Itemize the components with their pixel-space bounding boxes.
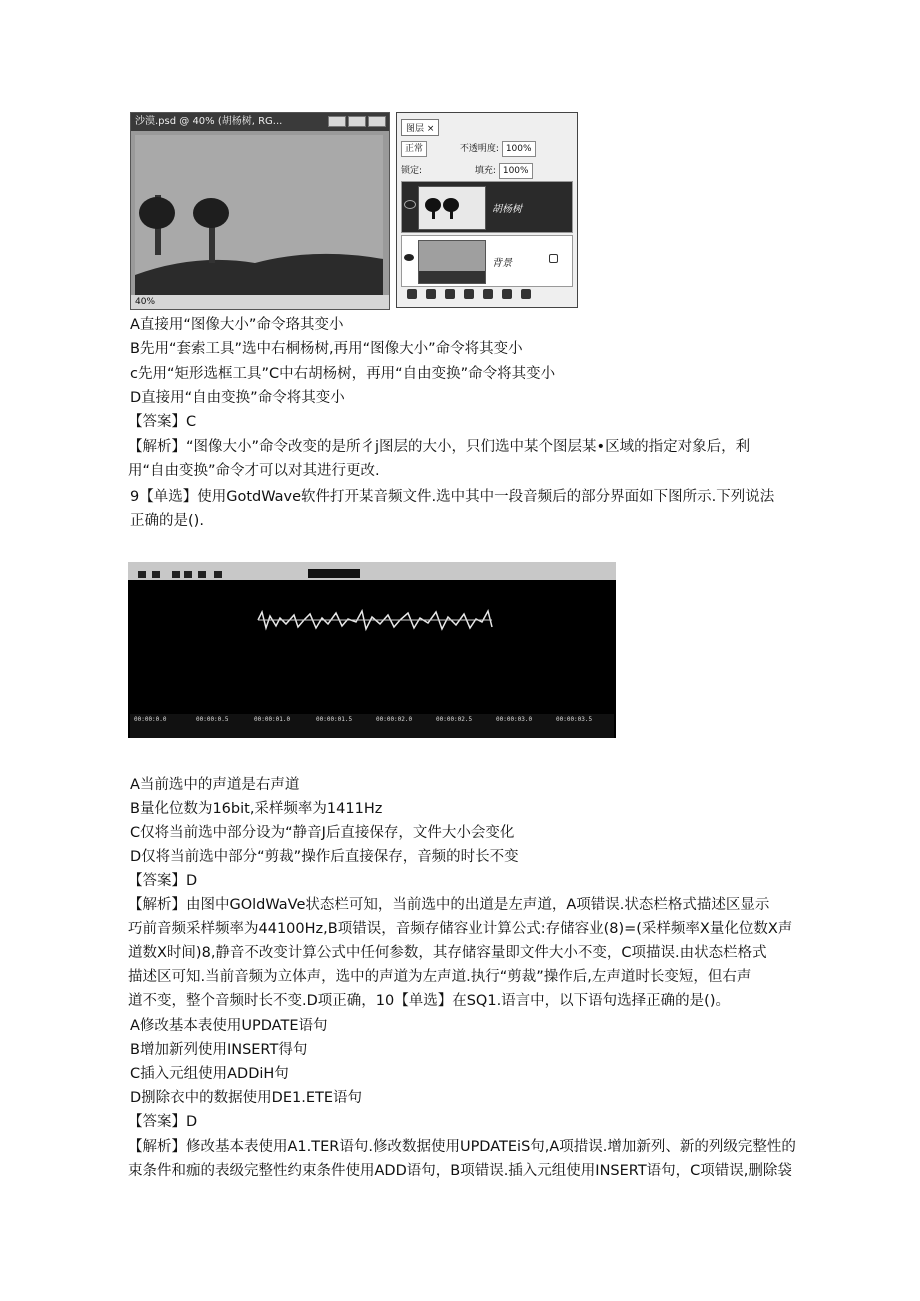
rewind-icon[interactable]: [172, 571, 180, 578]
analysis-line: 道数X时间)8,静音不改变计算公式中任何参数，其存储容量即文件大小不变，C项描误.由状态栏格式: [128, 945, 767, 961]
adjustment-icon[interactable]: [464, 289, 474, 299]
analysis-line: 【解析】由图中GOldWaVe状态栏可知，当前选中的出道是左声道，A项错误.状态栏格式描述区显示: [128, 897, 770, 913]
ruler-tick: 00:00:0.0: [134, 716, 167, 723]
q8-option-c: c先用“矩形选框工具”C中右胡杨树，再用“自由变换”命令将其变小: [130, 366, 556, 382]
stop-icon[interactable]: [152, 571, 160, 578]
stem-line: 正确的是().: [130, 513, 204, 529]
blend-opacity-row: [401, 141, 573, 155]
stem-line: 9【单选】使用GotdWave软件打开某音频文件.选中其中一段音频后的部分界面如下图所示.下列说法: [130, 489, 775, 505]
folder-icon[interactable]: [483, 289, 493, 299]
minimize-icon: [328, 116, 346, 127]
time-ruler: [130, 714, 614, 738]
q10-option-d: D捌除衣中的数据使用DE1.ETE语句: [130, 1090, 363, 1106]
eye-icon[interactable]: [404, 200, 416, 209]
goldwave-toolbar: [128, 562, 616, 580]
layers-toolbar: [401, 289, 573, 303]
ruler-tick: 00:00:03.5: [556, 716, 593, 723]
q8-option-b: B先用“套索工具”选中右桐杨树,再用“图像大小”命令将其变小: [130, 341, 523, 357]
analysis-line: 【解析】“图像大小”命令改变的是所彳j图层的大小，只们选中某个图层某•区域的指定对象后，利: [128, 439, 751, 455]
play-icon[interactable]: [138, 571, 146, 578]
time-display: [308, 569, 360, 578]
layer-name: 背景: [492, 258, 512, 269]
fill-label: 填充:: [474, 166, 496, 176]
analysis-line: 巧前音频采样频率为44100Hz,B项错误，音频存储容业计算公式:存储容业(8)=(采样频率X量化位数X声: [128, 921, 793, 937]
q8-option-a: A直接用“图像大小”命令珞其变小: [130, 317, 344, 333]
q10-option-c: C插入元组使用ADDiH句: [130, 1066, 289, 1082]
layer-row-background[interactable]: [401, 235, 573, 287]
tab-layers[interactable]: 图层 ×: [401, 119, 439, 136]
document-title: 沙漠.psd @ 40% (胡杨树, RG...: [131, 113, 389, 131]
window-controls: [328, 116, 386, 127]
blend-mode-select[interactable]: 正常: [401, 141, 427, 157]
goldwave-window: [128, 562, 616, 738]
photoshop-document-window: [130, 112, 390, 310]
lock-label: 锁定:: [401, 166, 423, 176]
q10-answer: 【答案】D: [128, 1114, 198, 1130]
ruler-tick: 00:00:0.5: [196, 716, 229, 723]
lock-icon: [549, 254, 558, 263]
fx-icon[interactable]: [426, 289, 436, 299]
layer-row-tree[interactable]: [401, 181, 573, 233]
layer-name: 胡杨树: [492, 204, 522, 215]
maximize-icon: [348, 116, 366, 127]
analysis-line: 用“自由变换”命令才可以对其进行更改.: [128, 463, 380, 479]
q8-option-d: D直接用“自由变换”命令将其变小: [130, 390, 345, 406]
analysis-line: 束条件和痂的表级完整性约束条件使用ADD语句，B项错误.插入元组使用INSERT语句，C项错误,删除袋: [128, 1163, 792, 1179]
pause-icon[interactable]: [198, 571, 206, 578]
q9-option-d: D仅将当前选中部分“剪裁”操作后直接保存，音频的时长不变: [130, 849, 519, 865]
analysis-line: 描述区可知.当前音频为立体声，选中的声道为左声道.执行“剪裁”操作后,左声道时长变短，但右声: [128, 969, 752, 985]
q9-answer: 【答案】D: [128, 873, 198, 889]
analysis-line: 【解析】修改基本表使用A1.TER语句.修改数据使用UPDATEiS句,A项措误.增加新列、新的列级完整性的: [128, 1139, 796, 1155]
analysis-line: 道不变，整个音频时长不变.D项正确，10【单选】在SQ1.语言中，以下语句选择正确的是()。: [128, 993, 730, 1009]
q9-option-b: B量化位数为16bit,采样频率为1411Hz: [130, 801, 383, 817]
layer-thumbnail: [418, 186, 486, 230]
trash-icon[interactable]: [521, 289, 531, 299]
layers-panel: [396, 112, 578, 308]
q8-answer: 【答案】C: [128, 414, 197, 430]
opacity-field[interactable]: 100%: [502, 141, 536, 157]
fill-field[interactable]: 100%: [499, 163, 533, 179]
mask-icon[interactable]: [445, 289, 455, 299]
close-icon: [368, 116, 386, 127]
ruler-tick: 00:00:02.0: [376, 716, 413, 723]
q10-option-a: A修改基本表使用UPDATE语句: [130, 1018, 328, 1034]
q8-analysis: [128, 435, 808, 483]
desert-image-canvas: [135, 135, 383, 297]
q9-option-c: C仅将当前选中部分设为“静音J后直接保存，文件大小会变化: [130, 825, 515, 841]
q9-option-a: A当前选中的声道是右声道: [130, 777, 300, 793]
link-icon[interactable]: [407, 289, 417, 299]
q9-analysis: [128, 893, 808, 1013]
eye-icon[interactable]: [404, 254, 414, 261]
ruler-tick: 00:00:01.0: [254, 716, 291, 723]
ruler-tick: 00:00:02.5: [436, 716, 473, 723]
lock-fill-row: [401, 163, 573, 177]
q10-option-b: B增加新列使用INSERT得句: [130, 1042, 308, 1058]
ruler-tick: 00:00:03.0: [496, 716, 533, 723]
new-layer-icon[interactable]: [502, 289, 512, 299]
q9-stem: [130, 485, 810, 533]
record-icon[interactable]: [214, 571, 222, 578]
waveform-display: [130, 582, 614, 716]
forward-icon[interactable]: [184, 571, 192, 578]
opacity-label: 不透明度:: [459, 144, 499, 154]
ruler-tick: 00:00:01.5: [316, 716, 353, 723]
layer-thumbnail: [418, 240, 486, 284]
zoom-readout: 40%: [131, 295, 389, 309]
q10-analysis: [128, 1135, 808, 1183]
